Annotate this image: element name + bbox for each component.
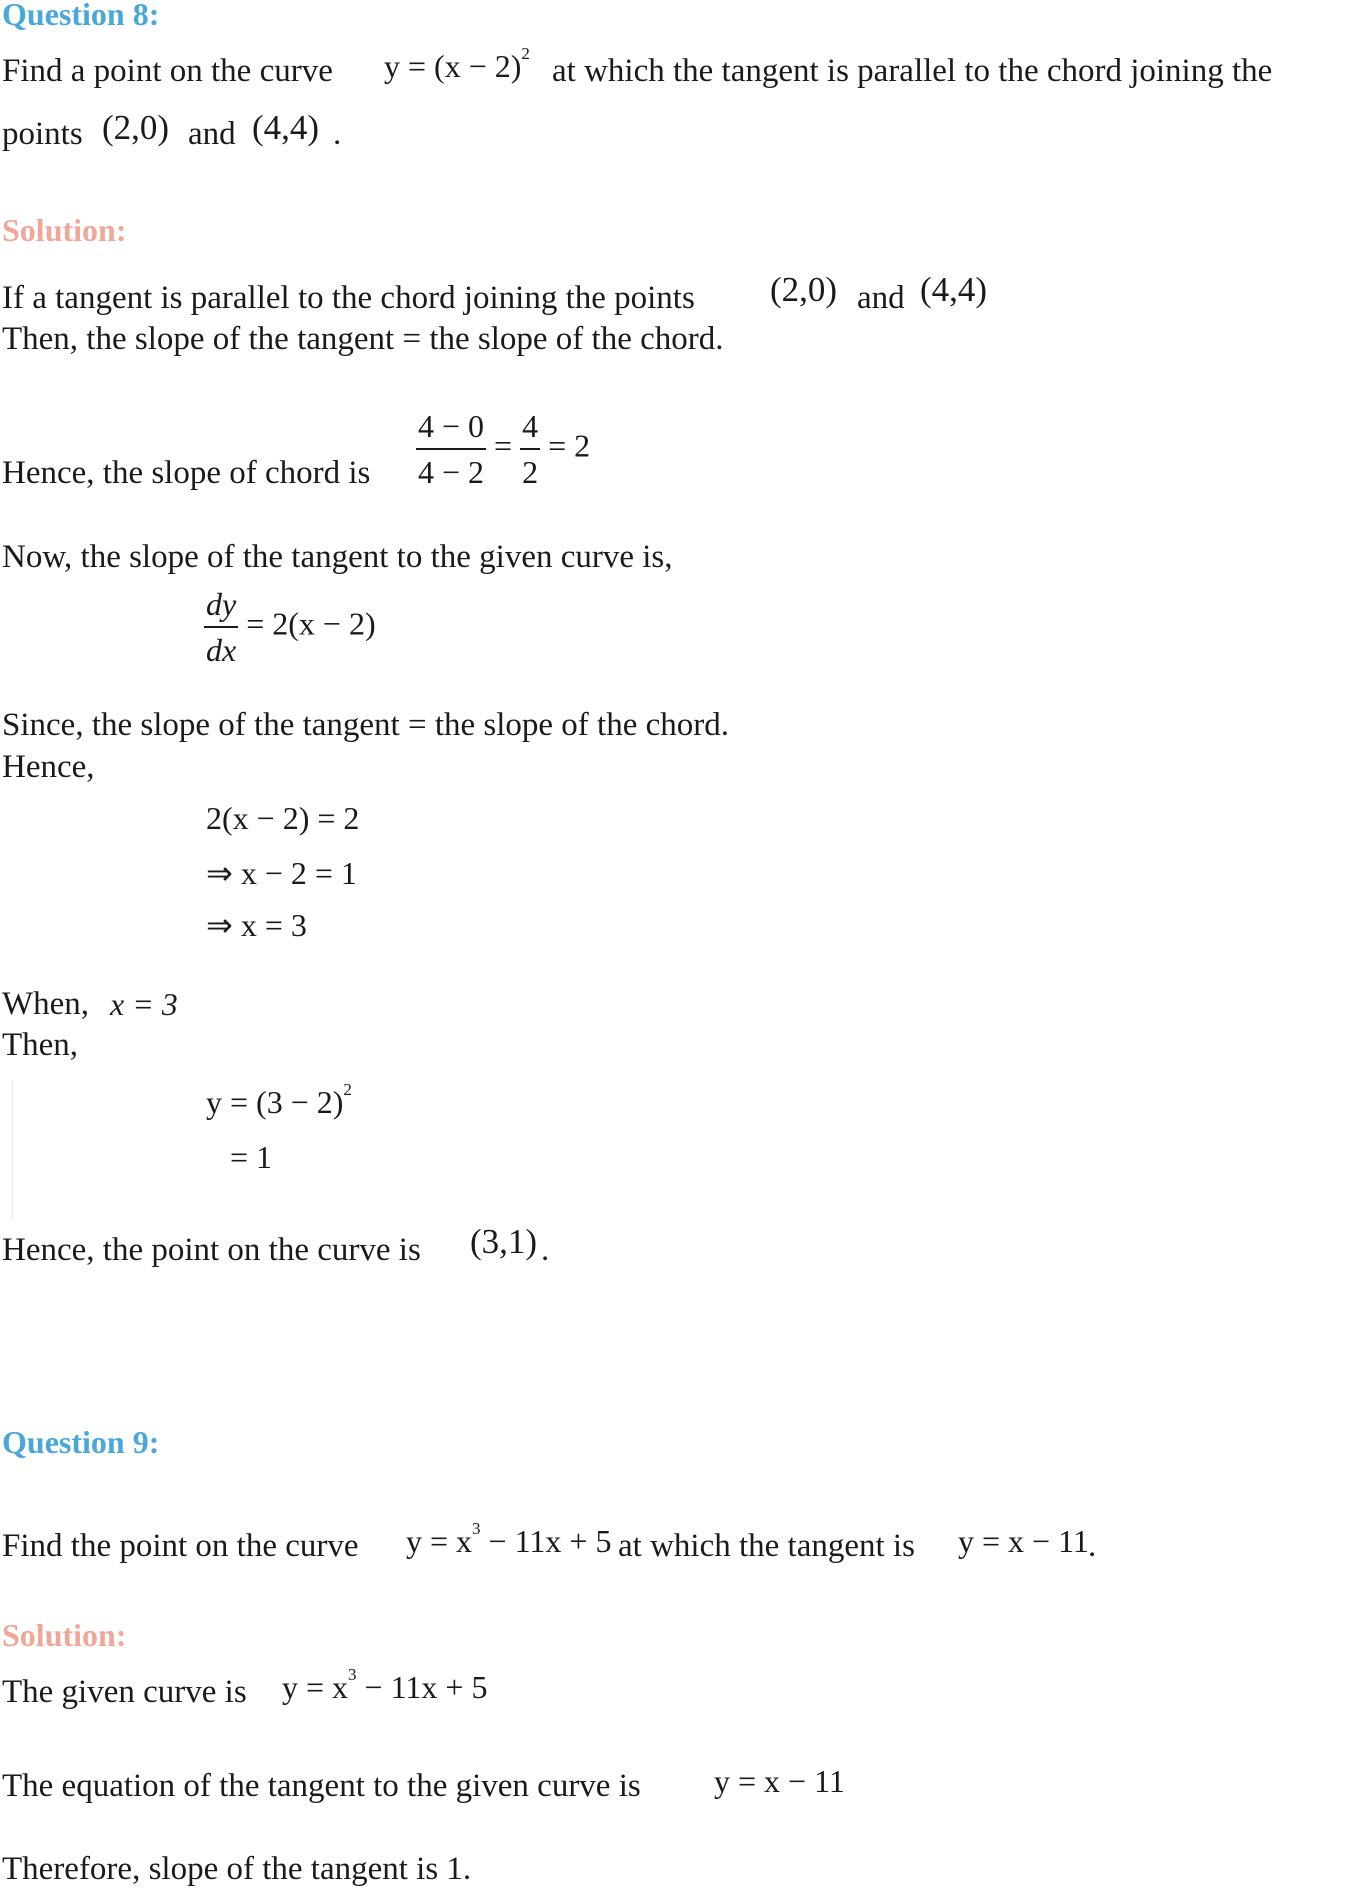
- q8-solution-heading: Solution:: [2, 212, 127, 248]
- left-margin-rule: [12, 1080, 13, 1220]
- q9-period: .: [1088, 1528, 1097, 1564]
- q9-given-text: The given curve is: [2, 1674, 247, 1710]
- q9-given-exponent: 3: [348, 1665, 357, 1684]
- q9-solution-heading: Solution:: [2, 1617, 127, 1653]
- chord-equals-2: = 2: [548, 427, 591, 464]
- q9-given-rest: − 11x + 5: [364, 1669, 488, 1705]
- chord-denominator-1: 4 − 2: [418, 454, 485, 490]
- q8-point-a: (2,0): [102, 108, 170, 147]
- q8-step-1: 2(x − 2) = 2: [206, 800, 360, 836]
- q8-tangent-slope-line: Now, the slope of the tangent to the given curve is,: [2, 539, 673, 575]
- q8-solution-point-a: (2,0): [770, 270, 838, 309]
- q9-curve-rest: − 11x + 5: [488, 1523, 612, 1559]
- q9-given-y: y = x: [282, 1669, 349, 1705]
- derivative-fraction: [204, 588, 238, 666]
- q8-question-line1-text: Find a point on the curve: [2, 53, 333, 89]
- q8-and-text: and: [188, 116, 236, 152]
- q9-tangent-line-text: The equation of the tangent to the given curve is: [2, 1768, 641, 1804]
- q9-tangent-line-equation: y = x − 11: [714, 1763, 845, 1799]
- q8-step-2: ⇒ x − 2 = 1: [206, 855, 357, 891]
- q9-slope-line: Therefore, slope of the tangent is 1.: [2, 1851, 472, 1887]
- q8-solution-point-b: (4,4): [920, 270, 988, 309]
- q8-point-b: (4,4): [252, 108, 320, 147]
- q9-curve-equation: [406, 1519, 612, 1559]
- q8-chord-slope-expression: [416, 410, 590, 488]
- q9-question-mid: at which the tangent is: [618, 1528, 915, 1564]
- q8-since-line: Since, the slope of the tangent = the slope of the chord.: [2, 707, 729, 743]
- q8-y-calc-base: y = (3 − 2): [206, 1084, 344, 1120]
- q8-when-text: When,: [2, 986, 90, 1022]
- q8-y-calc-exponent: 2: [343, 1080, 352, 1099]
- chord-equals-1: =: [494, 427, 513, 464]
- q8-question-line1-post: at which the tangent is parallel to the chord joining the: [552, 53, 1273, 89]
- q8-then-text: Then,: [2, 1027, 79, 1063]
- chord-fraction-2: [520, 410, 540, 488]
- question-9-heading: Question 9:: [2, 1424, 160, 1460]
- q8-solution-and: and: [857, 280, 905, 316]
- q8-curve-equation: [384, 44, 530, 84]
- q8-curve-base: y = (x − 2): [384, 48, 522, 84]
- q8-when-expression: x = 3: [110, 986, 178, 1022]
- q8-solution-line1: If a tangent is parallel to the chord joining the points: [2, 280, 695, 316]
- q9-question-text: Find the point on the curve: [2, 1528, 359, 1564]
- q8-y-result: = 1: [230, 1139, 273, 1175]
- q8-question-line2-text: points: [2, 116, 83, 152]
- q8-solution-line2: Then, the slope of the tangent = the slope of the chord.: [2, 321, 724, 357]
- chord-numerator-1: 4 − 0: [416, 410, 486, 450]
- q8-final-text: Hence, the point on the curve is: [2, 1232, 421, 1268]
- derivative-rhs: = 2(x − 2): [246, 605, 376, 642]
- q8-derivative-expression: [204, 588, 376, 666]
- q9-curve-y: y = x: [406, 1523, 473, 1559]
- chord-denominator-2: 2: [522, 454, 539, 490]
- q8-chord-slope-text: Hence, the slope of chord is: [2, 455, 371, 491]
- q8-curve-exponent: 2: [521, 44, 530, 63]
- q9-curve-exponent: 3: [472, 1519, 481, 1538]
- derivative-denominator: dx: [206, 632, 237, 668]
- question-8-heading: Question 8:: [2, 0, 160, 32]
- q9-tangent-equation: y = x − 11: [958, 1523, 1089, 1559]
- q8-period: .: [333, 116, 342, 152]
- chord-fraction-1: [416, 410, 486, 488]
- q8-final-point: (3,1): [470, 1222, 538, 1261]
- q8-step-3: ⇒ x = 3: [206, 907, 307, 943]
- q8-hence-line: Hence,: [2, 749, 95, 785]
- q8-final-period: .: [541, 1232, 550, 1268]
- q8-y-calculation: [206, 1080, 352, 1120]
- derivative-numerator: dy: [204, 588, 238, 628]
- q9-given-curve: [282, 1665, 488, 1705]
- chord-numerator-2: 4: [520, 410, 540, 450]
